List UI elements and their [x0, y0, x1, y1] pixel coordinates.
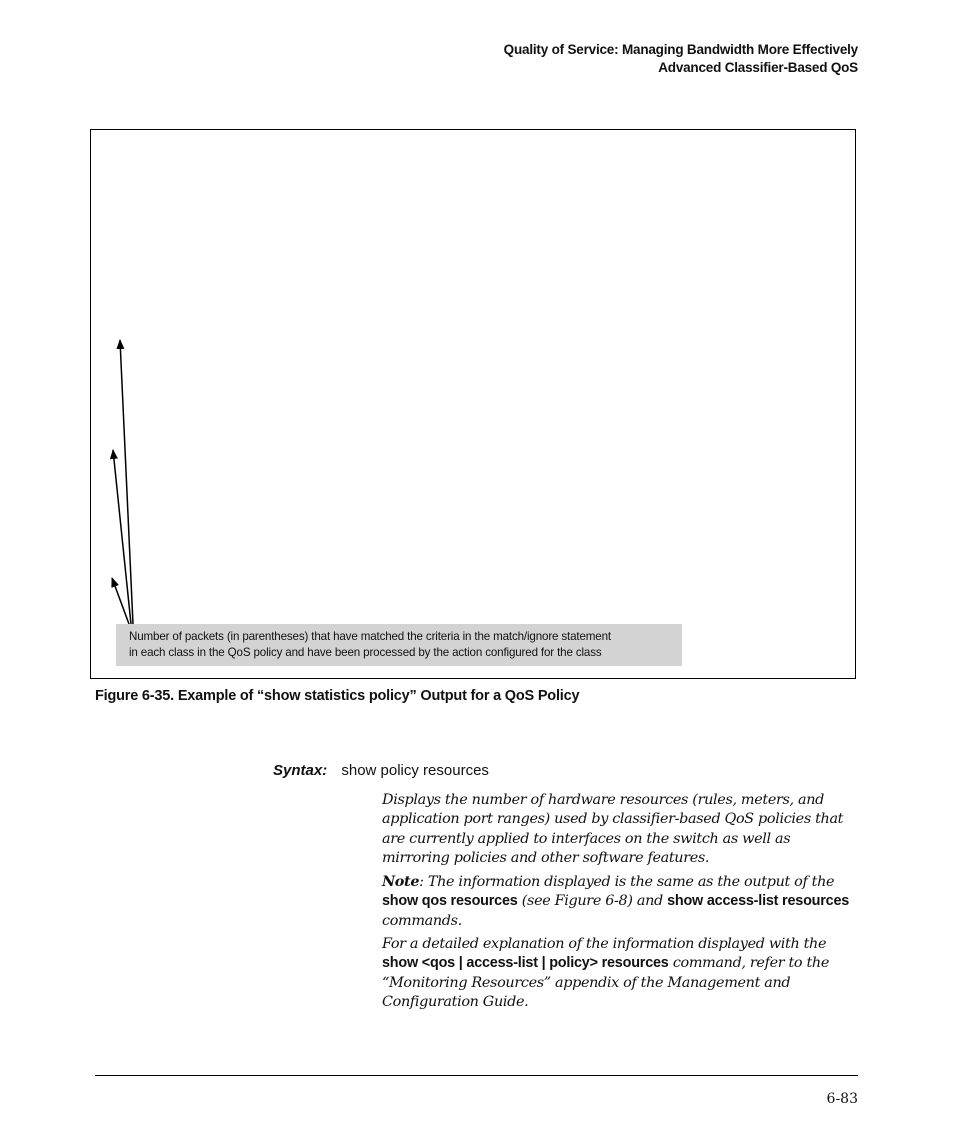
footer-divider	[95, 1075, 858, 1076]
command-description	[382, 791, 854, 1016]
syntax-command: show policy resources	[341, 762, 489, 779]
note-text-a: : The information displayed is the same as the output of the	[419, 874, 835, 891]
header-chapter-title: Quality of Service: Managing Bandwidth More Effectively	[503, 42, 858, 57]
callout-arrows	[91, 130, 857, 680]
note-label: Note	[382, 873, 420, 891]
syntax-row	[273, 762, 489, 779]
reference-command: show <qos | access-list | policy> resources	[382, 955, 669, 972]
callout-box	[116, 624, 682, 666]
description-paragraph: Displays the number of hardware resources (rules, meters, and application port ranges) used by classifier-based QoS policies that are currently applied to interfaces on the switch as well as mirroring policies and other software features.	[382, 792, 844, 866]
callout-text-line2: in each class in the QoS policy and have been processed by the action configured for the class	[129, 646, 602, 659]
header-section-title: Advanced Classifier-Based QoS	[658, 60, 858, 75]
reference-text-a: For a detailed explanation of the information displayed with the	[382, 936, 827, 953]
figure-caption: Figure 6-35. Example of “show statistics policy” Output for a QoS Policy	[95, 688, 580, 704]
figure-frame	[90, 129, 856, 679]
note-paragraph	[382, 872, 854, 931]
note-command-2: show access-list resources	[667, 893, 850, 910]
running-header	[504, 41, 858, 77]
reference-text-b: command, refer to the “Monitoring Resources” appendix of the Management and Configuration Guide.	[382, 955, 829, 1010]
syntax-label: Syntax:	[273, 762, 328, 779]
page-number: 6-83	[826, 1091, 858, 1107]
note-text-c: commands.	[382, 912, 462, 929]
reference-paragraph	[382, 935, 854, 1012]
note-text-b: (see Figure 6-8) and	[517, 893, 668, 910]
note-command-1: show qos resources	[382, 893, 518, 910]
callout-text-line1: Number of packets (in parentheses) that have matched the criteria in the match/ignore statement	[129, 630, 611, 643]
